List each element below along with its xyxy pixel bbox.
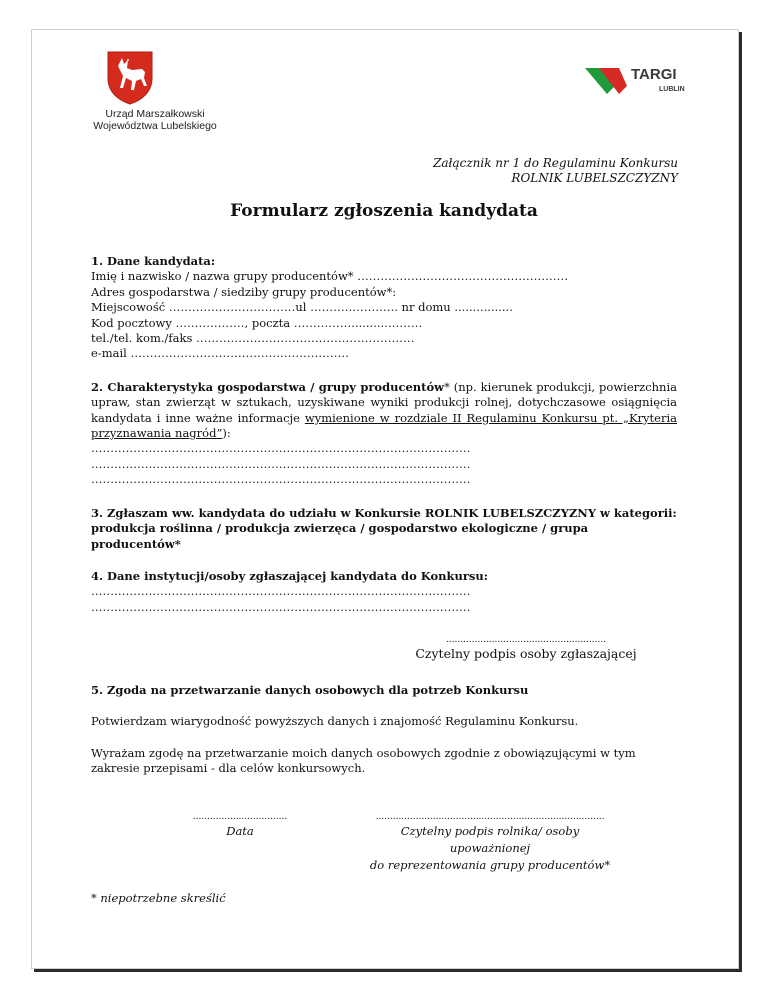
date-dots: ................................. [192, 812, 288, 822]
farmer-signature-dots: ................................................................................ [375, 812, 605, 822]
section2-dots-1: ……………………………………………………………………………………… [91, 441, 471, 456]
farmer-signature-label-2: do reprezentowania grupy producentów* [369, 858, 611, 872]
section2-heading: 2. Charakterystyka gospodarstwa / grupy producentów [91, 379, 445, 394]
footnote: * niepotrzebne skreślić [91, 891, 226, 905]
section2-text-underlined: wymienione w rozdziale II Regulaminu Konkursu pt. „Kryteria przyznawania nagród” [91, 410, 677, 441]
section3-line-2: produkcja roślinna / produkcja zwierzęca / gospodarstwo ekologiczne / grupa producentów* [91, 521, 589, 551]
section2-paragraph [91, 380, 677, 442]
farmer-signature [360, 811, 620, 874]
submitter-signature-dots: ........................................................ [445, 635, 607, 645]
section3-line-1: 3. Zgłaszam ww. kandydata do udziału w Konkursie ROLNIK LUBELSZCZYZNY w kategorii: [91, 505, 677, 520]
attachment-line-1: Załącznik nr 1 do Regulaminu Konkursu [433, 156, 678, 170]
date-block [178, 811, 302, 839]
section2-dots-2: ……………………………………………………………………………………… [91, 456, 471, 471]
section2-text-a: * (np. kierunek produkcji, powierzchnia upraw, stan zwierząt w sztukach, uzyskiwane wyniki produkcji rolnej, dotychczasowe osiągnięcia kandydata i inne ważne informacje [91, 379, 677, 425]
voivodeship-crest-icon [98, 48, 162, 106]
office-line-2: Województwa Lubelskiego [93, 120, 217, 132]
phone-field-line: tel./tel. kom./faks ………………………………………………… [91, 331, 415, 346]
consent-section [91, 683, 677, 777]
section4-dots-1: ……………………………………………………………………………………… [91, 584, 471, 599]
office-name [80, 108, 230, 132]
section1-heading: 1. Dane kandydata: [91, 254, 216, 268]
targi-lublin-logo [585, 64, 697, 98]
date-label: Data [226, 824, 254, 838]
section5-para-1: Potwierdzam wiarygodność powyższych danych i znajomość Regulaminu Konkursu. [91, 714, 579, 729]
postal-field-line: Kod pocztowy ………………, poczta ……………..........……… [91, 315, 423, 330]
section5-para-2: Wyrażam zgodę na przetwarzanie moich danych osobowych zgodnie z obowiązującymi w tym zakresie przepisami - dla celów konkursowych. [91, 745, 636, 776]
form-title: Formularz zgłoszenia kandydata [230, 201, 538, 221]
attachment-line-2: ROLNIK LUBELSZCZYZNY [511, 171, 678, 185]
office-line-1: Urząd Marszałkowski [105, 108, 205, 120]
section2-dots-3: ……………………………………………………………………………………… [91, 472, 471, 487]
form-content [91, 254, 677, 615]
farmer-signature-label-1: Czytelny podpis rolnika/ osoby upoważnionej [400, 824, 580, 855]
city-field-line: Miejscowość ……………………………ul ………………….. nr domu ................ [91, 300, 513, 315]
attachment-header [433, 156, 678, 186]
targi-logo-sub: LUBLIN [659, 86, 685, 93]
section4-heading: 4. Dane instytucji/osoby zgłaszającej kandydata do Konkursu: [91, 568, 488, 583]
section4-dots-2: ……………………………………………………………………………………… [91, 599, 471, 614]
submitter-signature [412, 634, 640, 662]
name-field-line: Imię i nazwisko / nazwa grupy producentów* ………………………………………………. [91, 269, 568, 284]
section5-heading: 5. Zgoda na przetwarzanie danych osobowych dla potrzeb Konkursu [91, 683, 529, 697]
section2-text-b: ): [222, 426, 231, 441]
targi-logo-main: TARGI [631, 66, 677, 83]
address-label: Adres gospodarstwa / siedziby grupy producentów*: [91, 284, 397, 299]
submitter-signature-label: Czytelny podpis osoby zgłaszającej [415, 646, 637, 661]
email-field-line: e-mail ………………………………………………… [91, 346, 349, 361]
